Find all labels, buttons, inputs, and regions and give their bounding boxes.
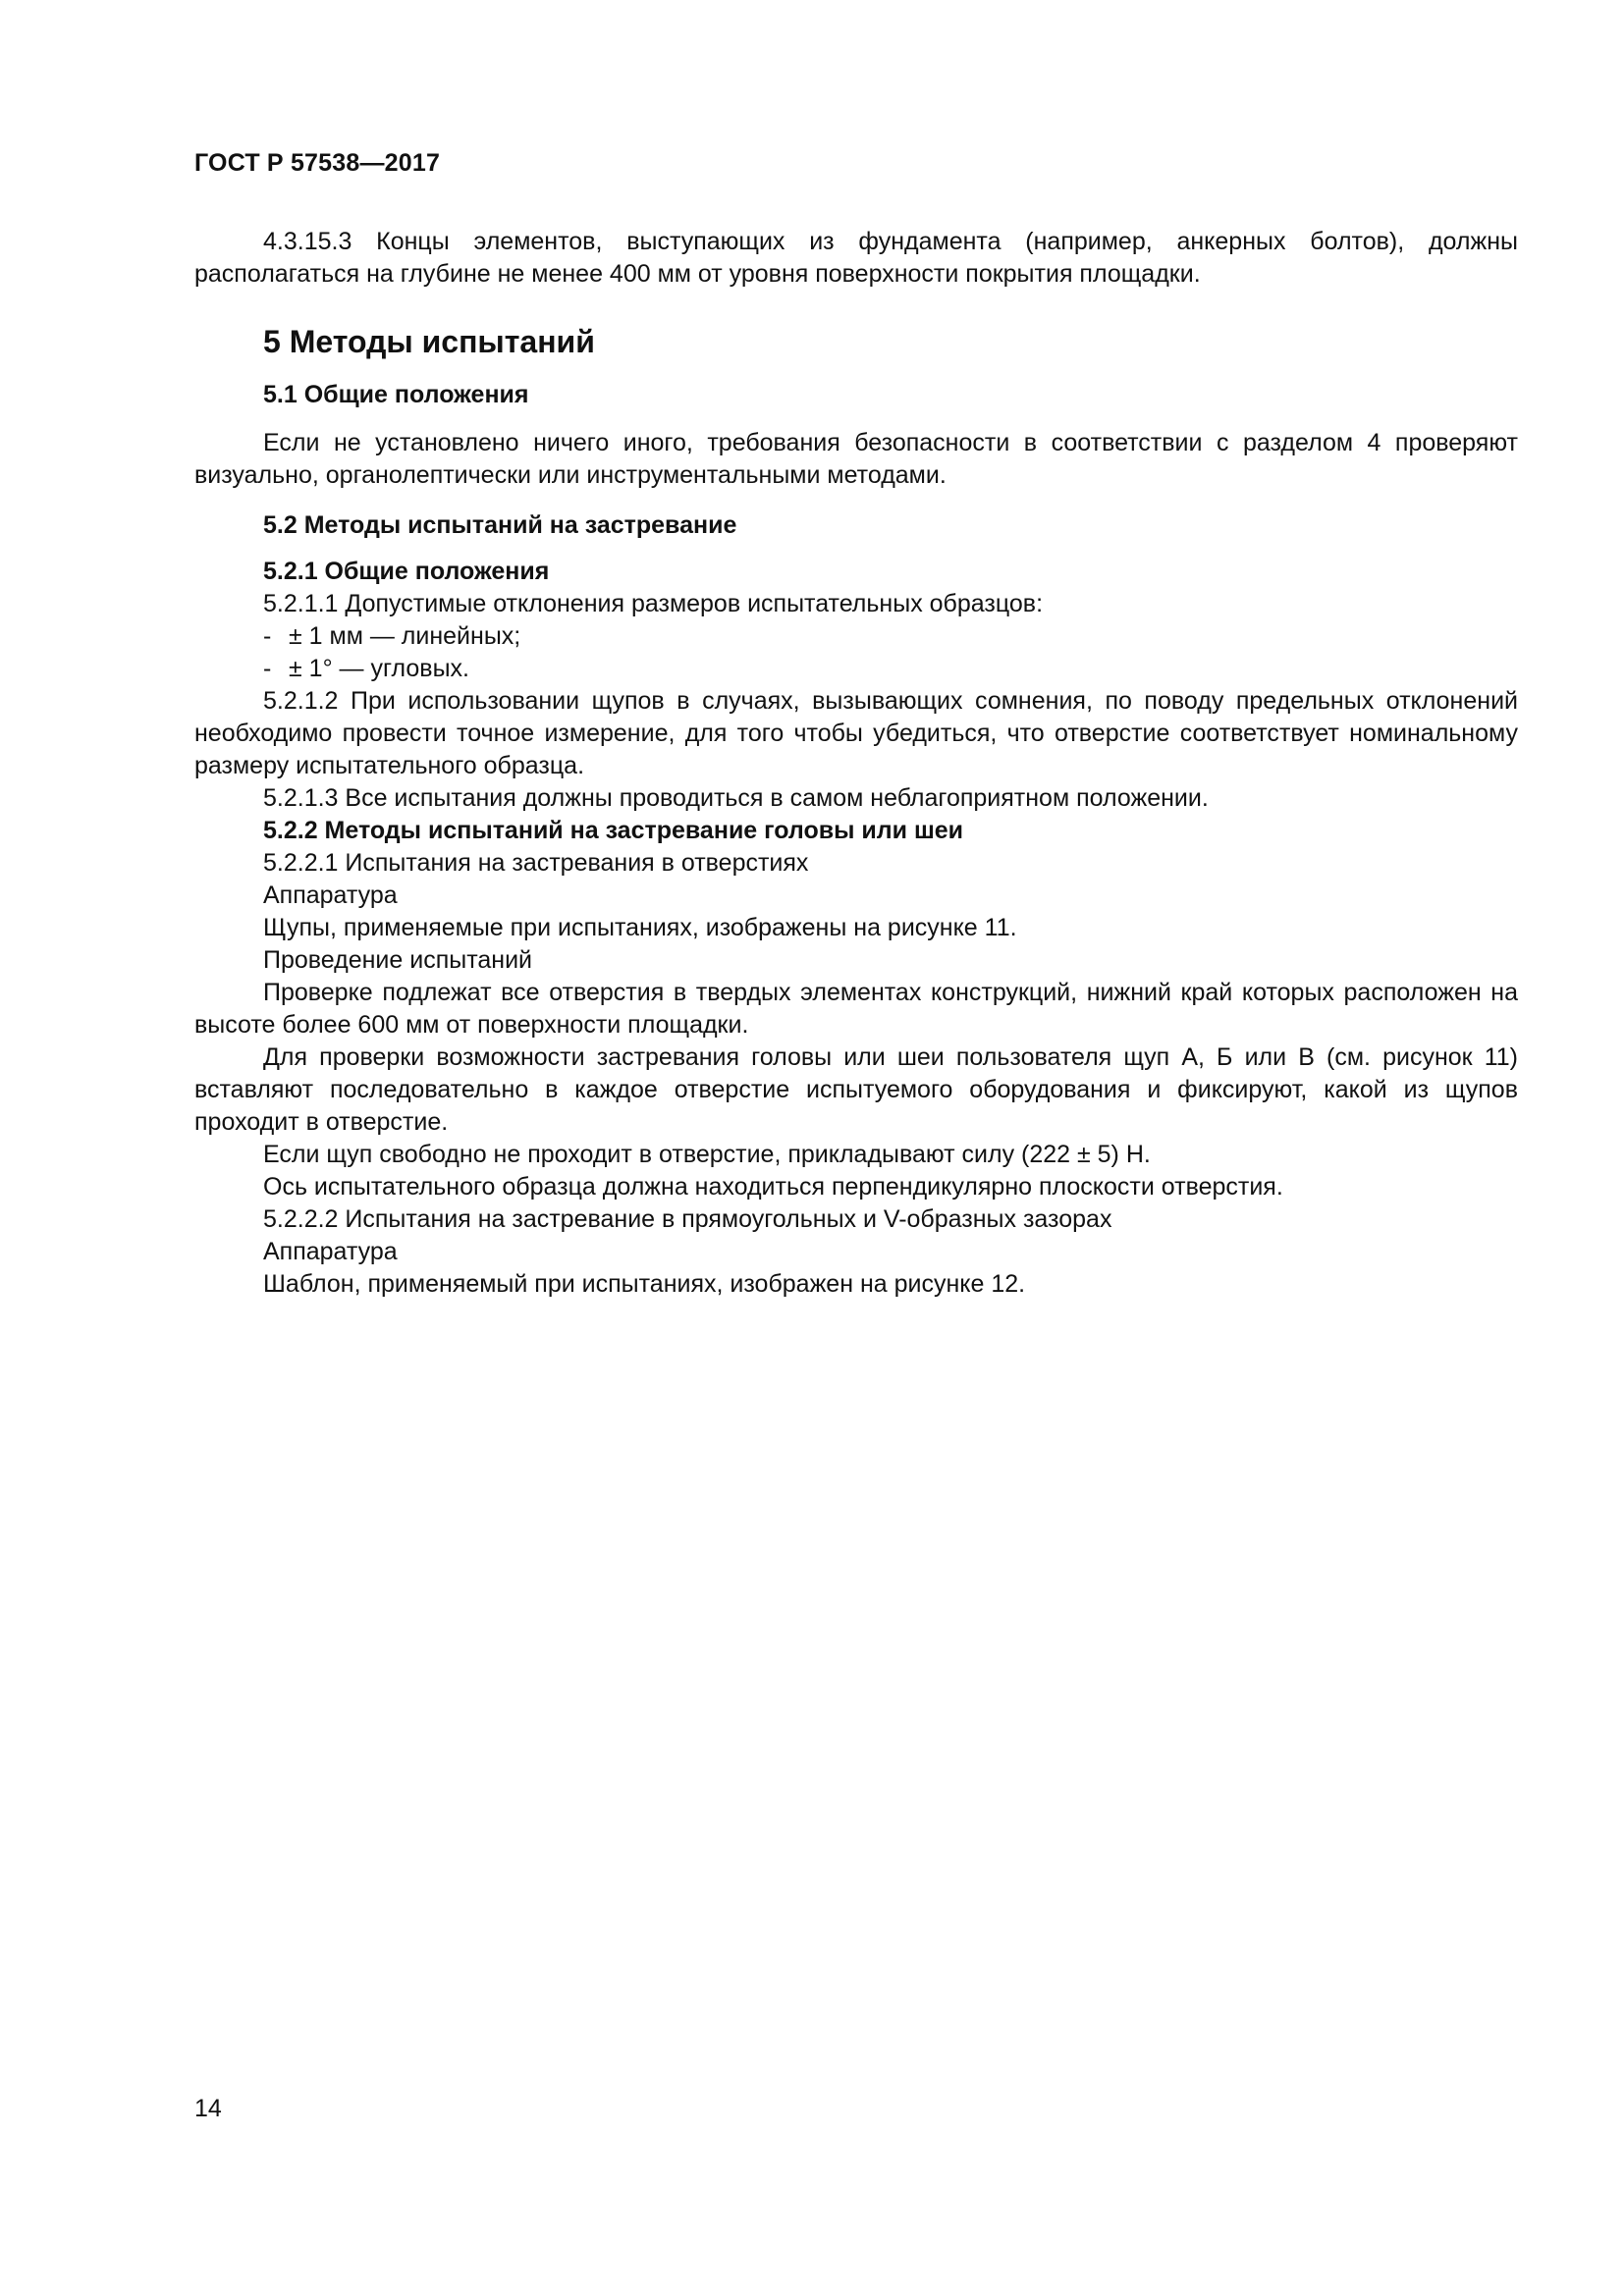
list-item xyxy=(194,620,1518,653)
paragraph-apparatus: Аппаратура xyxy=(263,881,398,909)
list-dash: - xyxy=(263,655,272,682)
list-dash: - xyxy=(263,622,272,650)
paragraph-check: Проверке подлежат все отверстия в твердых элементах конструкций, нижний край которых расположен на высоте более 600 мм от поверхности площадки. xyxy=(194,979,1518,1039)
subsection-heading-5-2: 5.2 Методы испытаний на застревание xyxy=(263,511,737,539)
paragraph-force: Если щуп свободно не проходит в отверстие, прикладывают силу (222 ± 5) Н. xyxy=(263,1141,1151,1168)
document-body xyxy=(194,226,1518,1301)
list-item xyxy=(194,653,1518,685)
subsection-heading-5-2-2: 5.2.2 Методы испытаний на застревание головы или шеи xyxy=(263,817,964,844)
paragraph-4-3-15-3: 4.3.15.3 Концы элементов, выступающих из фундамента (например, анкерных болтов), должны располагаться на глубине не менее 400 мм от уровня поверхности покрытия площадки. xyxy=(194,228,1518,288)
section-heading-5: 5 Методы испытаний xyxy=(263,324,595,359)
paragraph-5-2-1-1: 5.2.1.1 Допустимые отклонения размеров испытательных образцов: xyxy=(263,590,1044,617)
document-header: ГОСТ Р 57538—2017 xyxy=(194,149,441,177)
paragraph-template: Шаблон, применяемый при испытаниях, изображен на рисунке 12. xyxy=(263,1270,1026,1298)
paragraph-5-2-2-1: 5.2.2.1 Испытания на застревания в отверстиях xyxy=(263,849,809,877)
paragraph-5-1: Если не установлено ничего иного, требования безопасности в соответствии с разделом 4 проверяют визуально, органолептически или инструментальными методами. xyxy=(194,429,1518,489)
paragraph-5-2-1-2: 5.2.1.2 При использовании щупов в случаях, вызывающих сомнения, по поводу предельных отклонений необходимо провести точное измерение, для того чтобы убедиться, что отверстие соответствует номинальному размеру испытательного образца. xyxy=(194,687,1518,779)
paragraph-5-2-2-2: 5.2.2.2 Испытания на застревание в прямоугольных и V-образных зазорах xyxy=(263,1205,1112,1233)
paragraph-head-neck: Для проверки возможности застревания головы или шеи пользователя щуп А, Б или В (см. рисунок 11) вставляют последовательно в каждое отверстие испытуемого оборудования и фиксируют, какой из щупов проходит в отверстие. xyxy=(194,1043,1518,1136)
paragraph-5-2-1-3: 5.2.1.3 Все испытания должны проводиться в самом неблагоприятном положении. xyxy=(263,784,1209,812)
subsection-heading-5-1: 5.1 Общие положения xyxy=(263,381,529,408)
paragraph-conduct: Проведение испытаний xyxy=(263,946,533,974)
page-number: 14 xyxy=(194,2095,222,2122)
subsection-heading-5-2-1: 5.2.1 Общие положения xyxy=(263,558,550,585)
list-item-text: ± 1 мм — линейных; xyxy=(289,622,521,650)
paragraph-axis: Ось испытательного образца должна находиться перпендикулярно плоскости отверстия. xyxy=(263,1173,1283,1201)
list-item-text: ± 1° — угловых. xyxy=(289,655,469,682)
paragraph-probes: Щупы, применяемые при испытаниях, изображены на рисунке 11. xyxy=(263,914,1017,941)
paragraph-apparatus: Аппаратура xyxy=(263,1238,398,1265)
